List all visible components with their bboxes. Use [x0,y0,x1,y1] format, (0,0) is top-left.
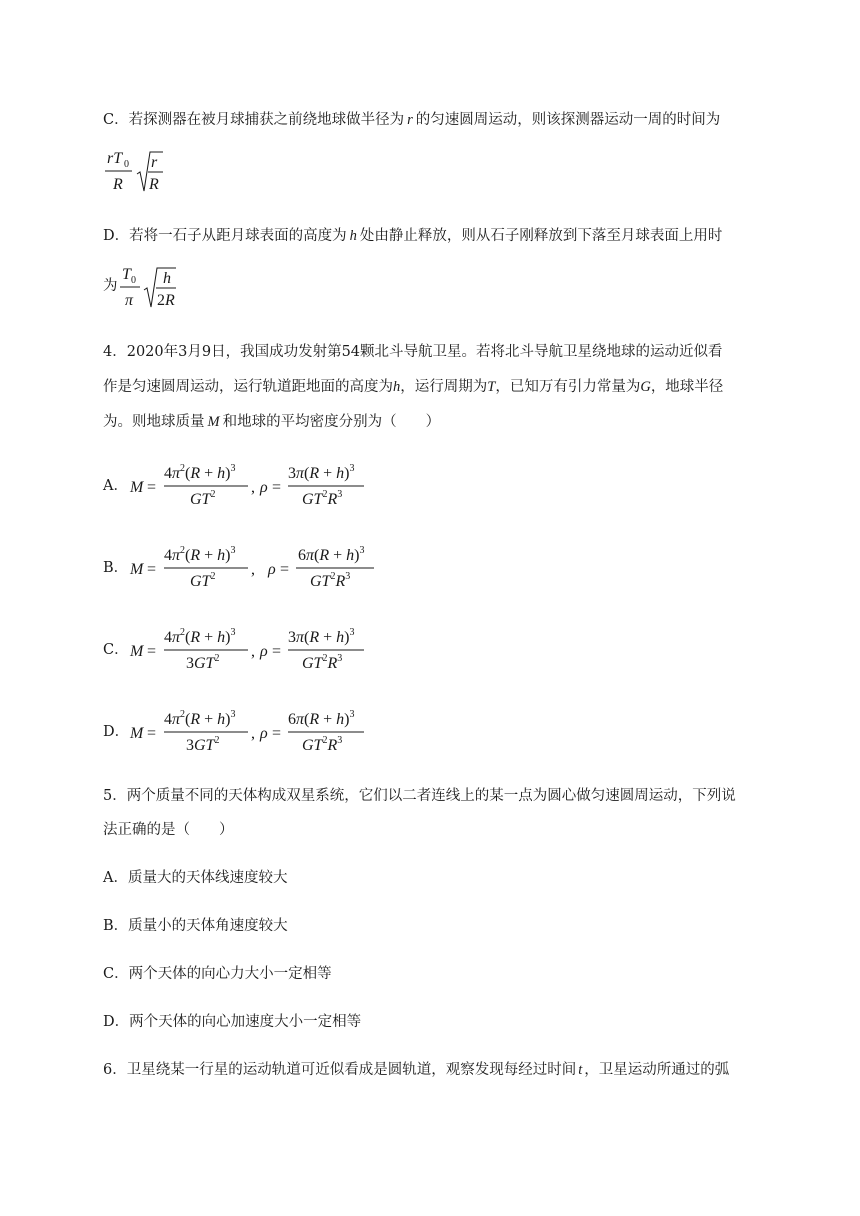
svg-text:=: = [280,561,290,578]
svg-text:,: , [251,725,255,742]
q5-line-2: 法正确的是（ ） [103,822,234,838]
svg-text:4π2(R + h)3: $4\pi^2(R + h)^3$ [164,545,236,564]
svg-text:2R: 2R [157,292,175,309]
svg-text:ρ: ρ [260,479,268,496]
svg-text:rT: rT [107,150,123,167]
q5-option-c: C．两个天体的向心力大小一定相等 [103,966,332,982]
q4-option-c-label: C． [103,642,129,658]
svg-text:R: R [113,176,123,193]
svg-text:ρ: ρ [260,725,268,742]
q3-option-d: D．若将一石子从距月球表面的高度为 h 处由静止释放，则从石子刚释放到下落至月球表面上用时 [103,228,723,244]
svg-text:GT2: $GT^2$ [190,489,216,508]
svg-text:=: = [147,643,157,660]
svg-text:4π2(R + h)3: $4\pi^2(R + h)^3$ [164,709,236,728]
svg-text:4π2(R + h)3: $4\pi^2(R + h)^3$ [164,463,236,482]
svg-text:GT2R3: $GT^2R^3$ [302,735,343,754]
svg-text:GT2R3: $GT^2R^3$ [302,653,343,672]
svg-text:3GT2: $3GT^2$ [186,653,220,672]
q4-line-2: 作是匀速圆周运动，运行轨道距地面的高度为h，运行周期为T，已知万有引力常量为G，地球半径 [103,379,724,395]
formula-q4-d [130,704,370,756]
q4-line-1: 4．2020年3月9日，我国成功发射第54颗北斗导航卫星。若将北斗导航卫星绕地球的运动近似看 [103,344,723,360]
svg-text:=: = [147,479,157,496]
formula-q4-b [130,540,380,592]
var-r: r [407,112,413,128]
formula-option-d [118,262,188,312]
svg-text:3GT2: $3GT^2$ [186,735,220,754]
q3-option-d-prefix: 为 [103,278,118,294]
svg-text:0: 0 [131,275,136,286]
svg-text:π: π [125,292,134,309]
svg-text:=: = [147,725,157,742]
svg-text:M: M [130,725,144,742]
q5-option-b: B．质量小的天体角速度较大 [103,918,288,934]
formula-q4-a [130,458,370,510]
svg-text:=: = [272,479,282,496]
q5-option-a: A．质量大的天体线速度较大 [103,870,288,886]
svg-text:h: h [163,270,171,287]
svg-text:6π(R + h)3: $6\pi(R + h)^3$ [288,709,355,728]
svg-text:M: M [130,561,144,578]
q3-option-c: C．若探测器在被月球捕获之前绕地球做半径为 r 的匀速圆周运动，则该探测器运动一周的时间为 [103,112,721,128]
svg-text:6π(R + h)3: $6\pi(R + h)^3$ [298,545,365,564]
svg-text:M: M [130,643,144,660]
svg-text:,: , [251,479,255,496]
formula-option-c [103,146,173,196]
var-h: h [349,228,357,244]
svg-text:=: = [272,725,282,742]
svg-text:GT2R3: $GT^2R^3$ [310,571,351,590]
q4-option-b-label: B． [103,560,129,576]
svg-text:R: R [149,176,159,193]
svg-text:GT2R3: $GT^2R^3$ [302,489,343,508]
q4-line-3: 为。则地球质量 M 和地球的平均密度分别为（ ） [103,414,441,430]
svg-text:4π2(R + h)3: $4\pi^2(R + h)^3$ [164,627,236,646]
q5-line-1: 5．两个质量不同的天体构成双星系统，它们以二者连线上的某一点为圆心做匀速圆周运动，下列说 [103,788,736,804]
svg-text:0: 0 [124,159,129,170]
svg-text:M: M [130,479,144,496]
svg-text:T: T [122,266,131,283]
q4-option-a-label: A． [103,478,128,494]
q4-option-d-label: D． [103,724,130,740]
svg-text:ρ: ρ [268,561,276,578]
svg-text:,: , [251,561,255,578]
svg-text:ρ: ρ [260,643,268,660]
svg-text:=: = [147,561,157,578]
formula-q4-c [130,622,370,674]
q5-option-d: D．两个天体的向心加速度大小一定相等 [103,1014,362,1030]
svg-text:GT2: $GT^2$ [190,571,216,590]
q6-line-1: 6．卫星绕某一行星的运动轨道可近似看成是圆轨道，观察发现每经过时间 t ，卫星运动所通过的弧 [103,1062,730,1078]
svg-text:r: r [151,154,158,171]
svg-text:,: , [251,643,255,660]
svg-text:=: = [272,643,282,660]
svg-text:3π(R + h)3: $3\pi(R + h)^3$ [288,463,355,482]
svg-text:3π(R + h)3: $3\pi(R + h)^3$ [288,627,355,646]
